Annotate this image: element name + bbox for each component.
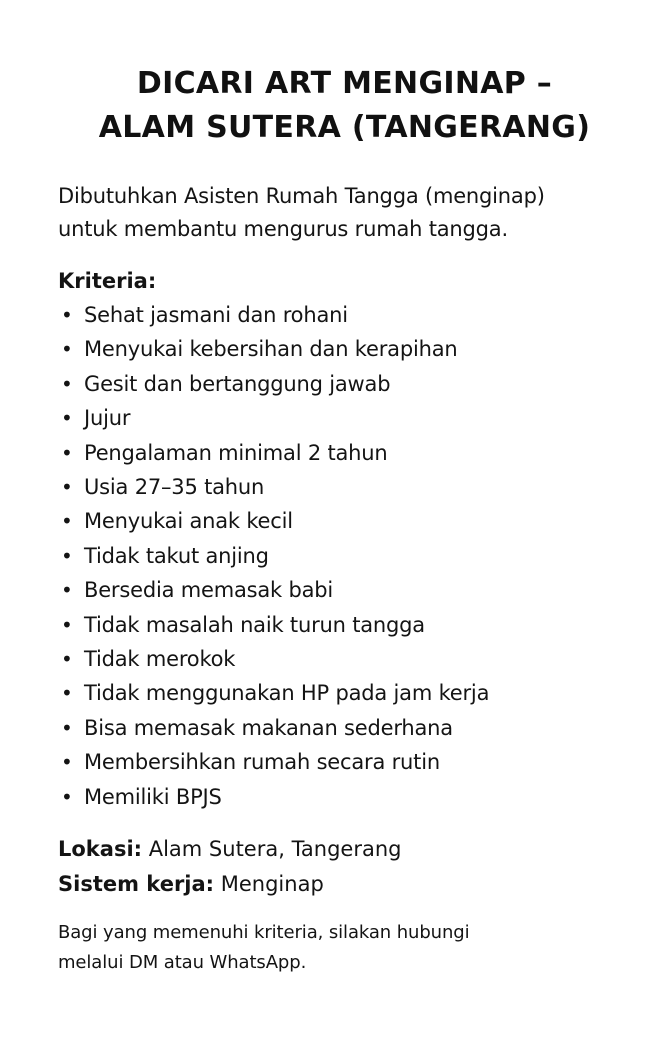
criteria-item	[58, 642, 637, 676]
criteria-item	[58, 711, 637, 745]
criteria-item-text: Sehat jasmani dan rohani	[84, 303, 348, 327]
criteria-item	[58, 780, 637, 814]
bullet-icon: •	[61, 406, 73, 431]
criteria-item	[58, 539, 637, 573]
criteria-item-text: Tidak menggunakan HP pada jam kerja	[84, 681, 490, 706]
criteria-item-text: Usia 27–35 tahun	[84, 475, 265, 500]
bullet-icon: •	[61, 750, 73, 775]
closing-paragraph	[58, 918, 637, 978]
bullet-icon: •	[61, 509, 73, 534]
closing-line-1: Bagi yang memenuhi kriteria, silakan hubungi	[58, 922, 470, 944]
criteria-item	[58, 298, 637, 332]
criteria-item	[58, 745, 637, 779]
bullet-icon: •	[61, 681, 73, 706]
bullet-icon: •	[61, 440, 73, 465]
criteria-item	[58, 573, 637, 607]
work-system-row	[58, 867, 637, 902]
bullet-icon: •	[61, 612, 73, 637]
criteria-item-text: Memiliki BPJS	[84, 784, 222, 809]
criteria-item	[58, 332, 637, 366]
criteria-item-text: Jujur	[84, 406, 131, 431]
location-value: Alam Sutera, Tangerang	[142, 837, 402, 862]
closing-line-2: melalui DM atau WhatsApp.	[58, 952, 307, 974]
bullet-icon: •	[61, 578, 73, 603]
bullet-icon: •	[61, 303, 73, 327]
criteria-item	[58, 504, 637, 538]
bullet-icon: •	[61, 371, 73, 396]
location-label: Lokasi:	[58, 837, 143, 862]
intro-line-2: untuk membantu mengurus rumah tangga.	[58, 217, 508, 241]
bullet-icon: •	[61, 784, 73, 809]
bullet-icon: •	[61, 647, 73, 672]
page-title	[52, 62, 637, 150]
work-system-value: Menginap	[214, 872, 324, 897]
bullet-icon: •	[61, 337, 73, 362]
work-system-label: Sistem kerja:	[58, 872, 215, 897]
title-line-2: ALAM SUTERA (TANGERANG)	[98, 110, 591, 145]
criteria-item	[58, 367, 637, 401]
criteria-item-text: Menyukai anak kecil	[84, 509, 293, 534]
criteria-item	[58, 436, 637, 470]
intro-paragraph	[58, 180, 637, 246]
criteria-item-text: Gesit dan bertanggung jawab	[84, 371, 391, 396]
bullet-icon: •	[61, 715, 73, 740]
job-posting-document	[0, 62, 667, 1062]
criteria-item-text: Membersihkan rumah secara rutin	[84, 750, 440, 775]
criteria-item-text: Tidak takut anjing	[84, 543, 269, 568]
criteria-list	[58, 298, 637, 814]
criteria-item-text: Tidak masalah naik turun tangga	[84, 612, 425, 637]
criteria-item-text: Bersedia memasak babi	[84, 578, 334, 603]
criteria-item	[58, 676, 637, 710]
title-line-1: DICARI ART MENGINAP –	[136, 66, 553, 101]
criteria-item	[58, 608, 637, 642]
criteria-item	[58, 401, 637, 435]
criteria-item-text: Tidak merokok	[84, 647, 236, 672]
bullet-icon: •	[61, 475, 73, 500]
bullet-icon: •	[61, 543, 73, 568]
criteria-item-text: Menyukai kebersihan dan kerapihan	[84, 337, 458, 362]
criteria-item-text: Pengalaman minimal 2 tahun	[84, 440, 388, 465]
criteria-item-text: Bisa memasak makanan sederhana	[84, 715, 453, 740]
location-row	[58, 832, 637, 867]
criteria-heading: Kriteria:	[58, 269, 157, 293]
job-details	[58, 832, 637, 902]
criteria-item	[58, 470, 637, 504]
intro-line-1: Dibutuhkan Asisten Rumah Tangga (menginap)	[58, 184, 545, 208]
